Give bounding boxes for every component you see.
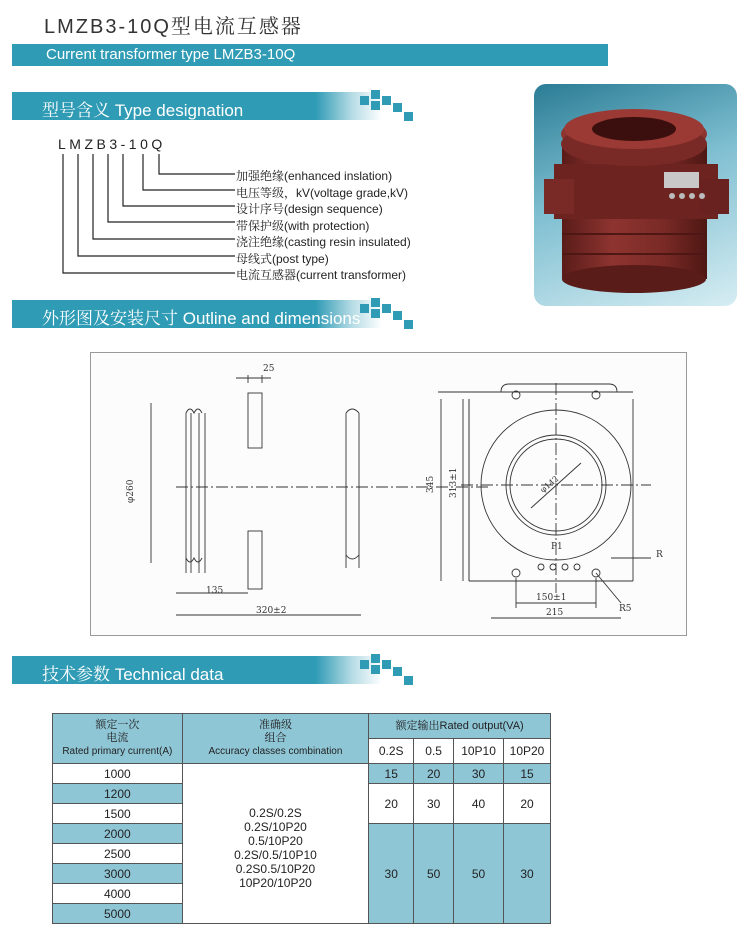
current-cell: 5000 (53, 904, 183, 924)
section-title: 外形图及安装尺寸 Outline and dimensions (42, 309, 361, 328)
class-header: 10P20 (504, 739, 551, 764)
designation-item: 加强绝缘(enhanced inslation) (236, 169, 393, 183)
designation-item: 母线式(post type) (236, 252, 329, 266)
terminal-label: P1 (551, 542, 563, 552)
decorative-squares-icon (360, 90, 420, 122)
dim-label: 313±1 (449, 467, 459, 498)
class-header: 0.5 (414, 739, 454, 764)
section-title: 技术参数 Technical data (42, 665, 224, 684)
current-cell: 1200 (53, 784, 183, 804)
current-cell: 2500 (53, 844, 183, 864)
output-cell: 50 (414, 824, 454, 924)
output-cell: 30 (369, 824, 414, 924)
output-cell: 40 (454, 784, 504, 824)
subtitle: Current transformer type LMZB3-10Q (46, 46, 296, 63)
combinations-cell: 0.2S/0.2S 0.2S/10P20 0.5/10P20 0.2S/0.5/10P10 0.2S0.5/10P20 10P20/10P20 (182, 764, 369, 924)
section-technical (12, 656, 382, 684)
page-title: LMZB3-10Q型电流互感器 (44, 16, 303, 38)
dim-label: 135 (206, 586, 224, 596)
designation-item: 设计序号(design sequence) (236, 202, 383, 216)
current-cell: 1000 (53, 764, 183, 784)
designation-leader-lines (55, 150, 240, 280)
dim-label: 320±2 (256, 606, 287, 616)
output-cell: 20 (414, 764, 454, 784)
dim-label: φ260 (126, 479, 136, 503)
designation-item: 浇注绝缘(casting resin insulated) (236, 235, 411, 249)
output-cell: 15 (504, 764, 551, 784)
dim-label: 345 (426, 475, 436, 493)
dim-label: R (656, 550, 663, 560)
output-cell: 30 (504, 824, 551, 924)
technical-drawing (91, 353, 686, 635)
subtitle-bar (12, 44, 608, 66)
output-cell: 20 (369, 784, 414, 824)
current-transformer-image (534, 84, 737, 306)
header-accuracy: 准确级 组合 Accuracy classes combination (182, 714, 369, 764)
output-cell: 20 (504, 784, 551, 824)
designation-code: LMZB3-10Q (58, 136, 166, 152)
designation-item: 带保护级(with protection) (236, 219, 370, 233)
output-cell: 30 (414, 784, 454, 824)
class-header: 0.2S (369, 739, 414, 764)
dim-label: 150±1 (536, 593, 567, 603)
current-cell: 1500 (53, 804, 183, 824)
product-photo (534, 84, 737, 306)
class-header: 10P10 (454, 739, 504, 764)
current-cell: 4000 (53, 884, 183, 904)
dim-label: R5 (619, 604, 632, 614)
section-outline (12, 300, 382, 328)
dim-label: 25 (263, 364, 275, 374)
decorative-squares-icon (360, 298, 420, 330)
outline-drawing (90, 352, 687, 636)
output-cell: 30 (454, 764, 504, 784)
current-cell: 3000 (53, 864, 183, 884)
designation-item: 电压等级，kV(voltage grade,kV) (236, 186, 409, 200)
output-cell: 50 (454, 824, 504, 924)
section-type-designation (12, 92, 382, 120)
dim-label: φ142 (538, 474, 561, 495)
decorative-squares-icon (360, 654, 420, 686)
header-rated-output: 额定输出Rated output(VA) (369, 714, 551, 739)
dim-label: 215 (546, 608, 564, 618)
current-cell: 2000 (53, 824, 183, 844)
technical-data-table (52, 713, 551, 924)
section-title: 型号含义 Type designation (42, 101, 244, 120)
header-rated-current: 额定一次 电流 Rated primary current(A) (53, 714, 183, 764)
output-cell: 15 (369, 764, 414, 784)
designation-item: 电流互感器(current transformer) (236, 268, 407, 282)
